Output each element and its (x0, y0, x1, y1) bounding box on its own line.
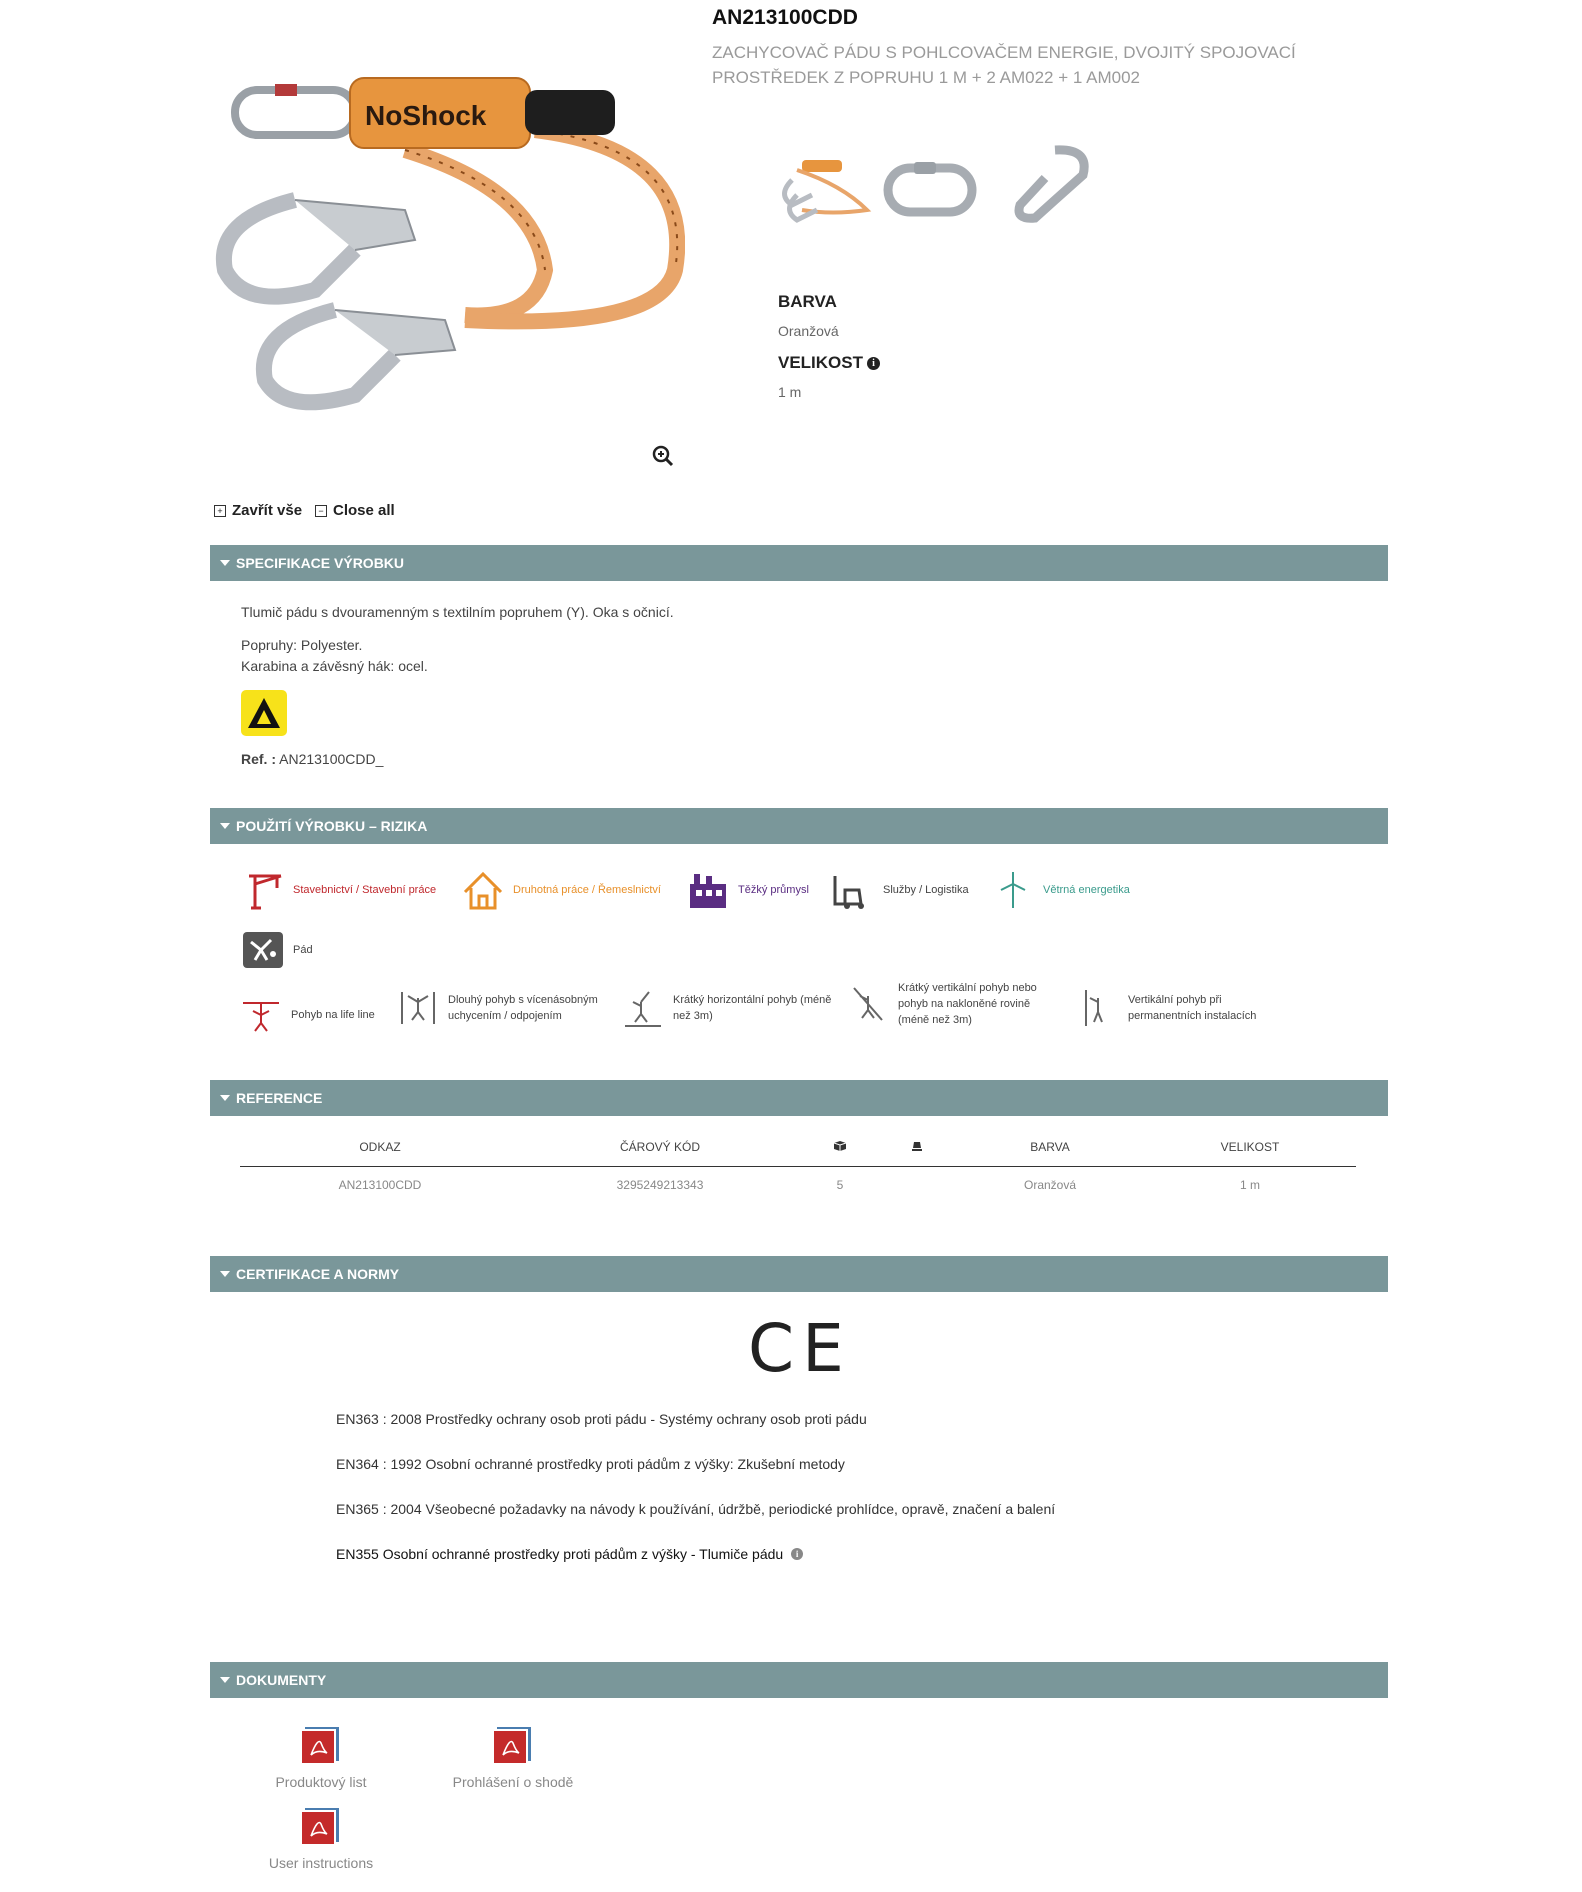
info-icon[interactable]: i (867, 357, 880, 370)
table-divider (240, 1166, 1356, 1167)
sector-logistics-label: Služby / Logistika (883, 884, 969, 896)
vertical-permanent-icon (1078, 988, 1118, 1028)
spec-line-1: Tlumič pádu s dvouramenným s textilním popruhem (Y). Oka s očnicí. (241, 604, 674, 620)
section-reference-title: REFERENCE (236, 1090, 323, 1106)
th-ref: ODKAZ (359, 1140, 401, 1154)
movement-long (398, 988, 608, 1028)
product-main-image[interactable] (205, 70, 685, 415)
norm-en355-row (336, 1546, 803, 1562)
movement-short-vertical (848, 980, 1063, 1028)
thumbnail-lanyard[interactable] (772, 140, 872, 230)
section-cert-title: CERTIFIKACE A NORMY (236, 1266, 400, 1282)
norm-en365: EN365 : 2004 Všeobecné požadavky na návody k používání, údržbě, periodické prohlídce, opravě, značení a balení (336, 1501, 1056, 1517)
doc-product-sheet[interactable] (236, 1725, 406, 1790)
movement-vertical-permanent (1078, 988, 1278, 1028)
section-docs-title: DOKUMENTY (236, 1672, 327, 1688)
size-value: 1 m (778, 384, 802, 400)
sector-crafts (461, 870, 661, 910)
section-spec-title: SPECIFIKACE VÝROBKU (236, 555, 405, 571)
section-cert-header[interactable] (210, 1256, 1388, 1292)
plus-icon: + (214, 505, 226, 517)
info-icon[interactable]: i (791, 1548, 803, 1560)
size-label: VELIKOST (778, 353, 864, 372)
close-all-toggle[interactable] (315, 502, 395, 519)
movement-vertical-permanent-label: Vertikální pohyb při permanentních instalacích (1128, 994, 1257, 1022)
risk-fall (241, 930, 313, 970)
zoom-icon[interactable] (652, 445, 674, 467)
sector-logistics (831, 870, 969, 910)
td-color: Oranžová (1023, 1178, 1077, 1192)
th-color: BARVA (1030, 1140, 1070, 1154)
product-sku: AN213100CDD (712, 6, 858, 29)
movement-short-horizontal (623, 988, 833, 1028)
caret-down-icon (220, 1095, 230, 1101)
section-reference-header[interactable] (210, 1080, 1388, 1116)
movement-lifeline-label: Pohyb na life line (291, 1009, 375, 1021)
sector-crafts-label: Druhotná práce / Řemeslnictví (513, 884, 661, 896)
doc-declaration-label: Prohlášení o shodě (452, 1774, 574, 1790)
lifeline-icon (241, 995, 281, 1035)
pdf-icon (299, 1725, 343, 1765)
th-size: VELIKOST (1220, 1140, 1280, 1154)
fall-icon (241, 930, 285, 970)
wind-turbine-icon (991, 870, 1035, 910)
caret-down-icon (220, 823, 230, 829)
norm-en363: EN363 : 2008 Prostředky ochrany osob proti pádu - Systémy ochrany osob proti pádu (336, 1411, 867, 1427)
short-horizontal-icon (623, 988, 663, 1028)
pallet-icon (907, 1140, 927, 1155)
sector-construction (241, 870, 436, 910)
td-ref: AN213100CDD (338, 1178, 422, 1192)
th-barcode: ČÁROVÝ KÓD (619, 1140, 700, 1154)
color-label: BARVA (778, 292, 837, 311)
doc-user-instructions[interactable] (236, 1806, 406, 1871)
thumbnail-carabiner[interactable] (880, 140, 980, 230)
box-icon (830, 1140, 850, 1155)
doc-product-sheet-label: Produktový list (275, 1774, 367, 1790)
caret-down-icon (220, 560, 230, 566)
open-all-toggle[interactable] (214, 502, 302, 519)
size-label-row (778, 353, 880, 373)
section-docs-header[interactable] (210, 1662, 1388, 1698)
movement-long-label: Dlouhý pohyb s vícenásobným uchycením / odpojením (448, 994, 598, 1022)
crane-icon (241, 870, 285, 910)
td-qty: 5 (836, 1178, 844, 1192)
caret-down-icon (220, 1677, 230, 1683)
house-icon (461, 870, 505, 910)
spec-line-3: Karabina a závěsný hák: ocel. (241, 658, 428, 674)
color-value: Oranžová (778, 323, 839, 339)
sector-wind-energy (991, 870, 1130, 910)
product-subtitle: ZACHYCOVAČ PÁDU S POHLCOVAČEM ENERGIE, DVOJITÝ SPOJOVACÍ PROSTŘEDEK Z POPRUHU 1 M + 2 AM022 + 1 AM002 (712, 43, 1296, 87)
product-illustration (205, 70, 685, 415)
norm-en364: EN364 : 1992 Osobní ochranné prostředky proti pádům z výšky: Zkušební metody (336, 1456, 845, 1472)
movement-short-vertical-label: Krátký vertikální pohyb nebo pohyb na nakloněné rovině (méně než 3m) (898, 982, 1037, 1026)
close-all-label: Close all (333, 502, 395, 519)
spec-ref (241, 751, 383, 767)
pdf-icon (299, 1806, 343, 1846)
noshock-logo: NoShock (365, 100, 487, 131)
open-all-label: Zavřít vše (232, 502, 303, 519)
sector-wind-energy-label: Větrná energetika (1043, 884, 1130, 896)
norm-en355: EN355 Osobní ochranné prostředky proti pádům z výšky - Tlumiče pádu (336, 1546, 784, 1562)
doc-user-instructions-label: User instructions (268, 1855, 374, 1871)
minus-icon: − (315, 505, 327, 517)
caret-down-icon (220, 1271, 230, 1277)
section-usage-title: POUŽITÍ VÝROBKU – RIZIKA (236, 818, 428, 834)
risk-fall-label: Pád (293, 944, 313, 956)
section-usage-header[interactable] (210, 808, 1388, 844)
thumbnail-hook[interactable] (995, 140, 1095, 230)
factory-icon (686, 870, 730, 910)
movement-lifeline (241, 995, 375, 1035)
doc-declaration[interactable] (428, 1725, 598, 1790)
long-movement-icon (398, 988, 438, 1028)
spec-line-2: Popruhy: Polyester. (241, 637, 363, 653)
ref-label: Ref. : (241, 751, 276, 767)
sector-construction-label: Stavebnictví / Stavební práce (293, 884, 437, 896)
pdf-icon (491, 1725, 535, 1765)
short-vertical-icon (848, 984, 888, 1024)
ref-value: AN213100CDD_ (279, 751, 384, 767)
ce-mark: CE (748, 1310, 852, 1387)
td-barcode: 3295249213343 (616, 1178, 704, 1192)
td-size: 1 m (1239, 1178, 1260, 1192)
section-spec-header[interactable] (210, 545, 1388, 581)
sector-heavy-industry-label: Těžký průmysl (738, 884, 809, 896)
movement-short-horizontal-label: Krátký horizontální pohyb (méně než 3m) (673, 994, 832, 1022)
forklift-icon (831, 870, 875, 910)
sector-heavy-industry (686, 870, 809, 910)
deltaplus-logo (241, 690, 287, 736)
